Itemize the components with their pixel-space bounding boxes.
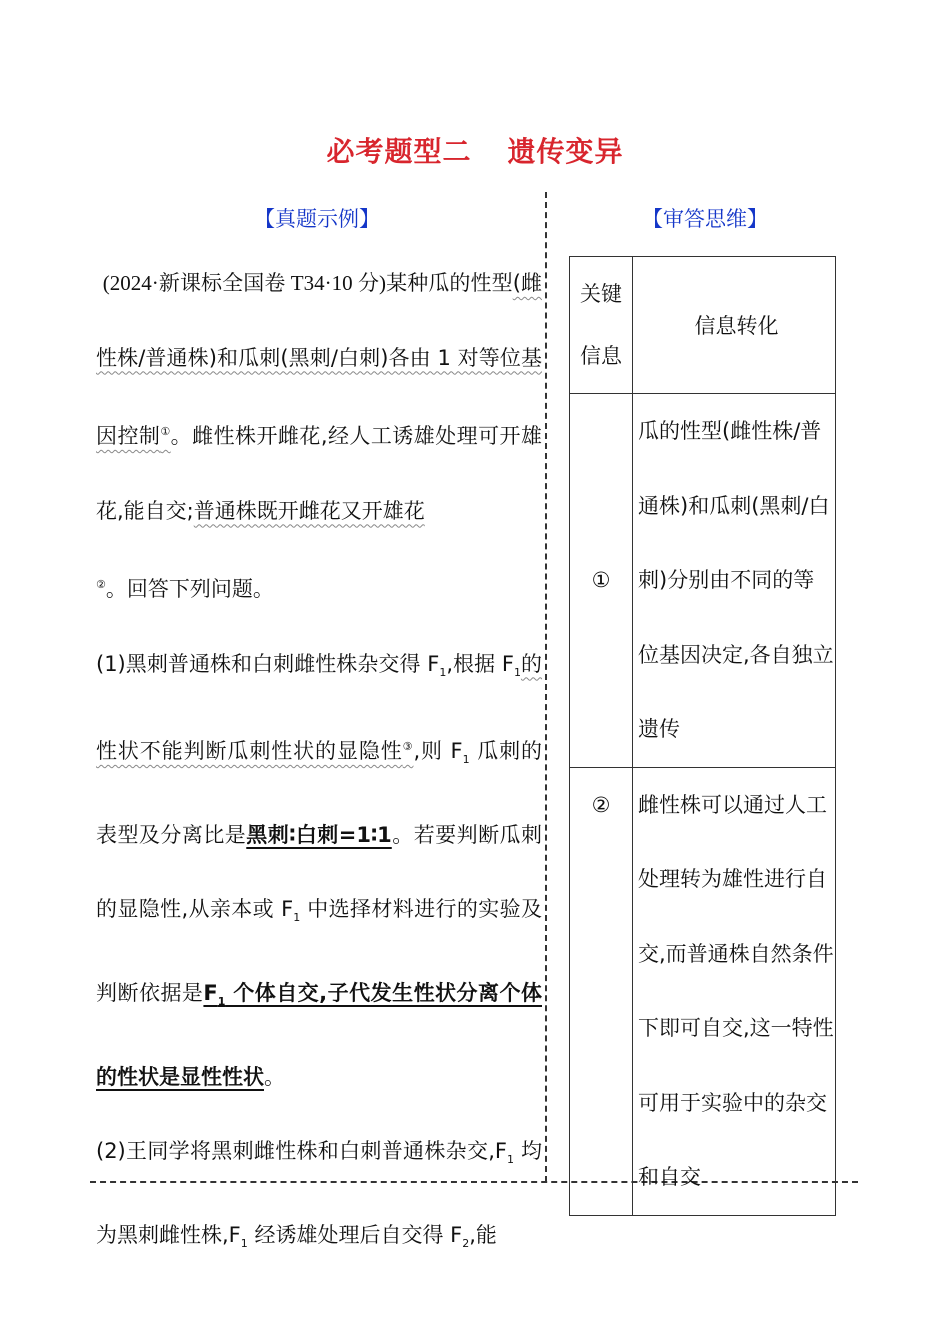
answer-1: 黑刺∶白刺=1∶1: [246, 822, 392, 847]
question-1: [96, 627, 542, 1115]
question-2: [96, 1114, 542, 1281]
intro-e: 。回答下列问题。: [105, 577, 274, 601]
q1-sub1: 1: [439, 665, 447, 679]
row2-key: ②: [570, 767, 633, 1215]
left-section-heading: 【真题示例】: [254, 207, 380, 231]
header-info-cell: 信息转化: [633, 257, 836, 394]
table-row: [570, 767, 836, 1215]
mark-1: ①: [160, 425, 171, 438]
q1-a: (1)黑刺普通株和白刺雌性株杂交得 F: [96, 651, 440, 676]
intro-c: 。雌性株开雌花,经人工诱雄处理可开雄花,能自交;: [96, 424, 542, 523]
q1-c: 的性状不能判断瓜刺性状的显隐性: [96, 651, 543, 764]
header-key-line1: 关键: [580, 282, 622, 306]
q2-a: (2)王同学将黑刺雌性株和白刺普通株杂交,F: [96, 1139, 508, 1164]
q1-d: ,则 F: [413, 739, 463, 764]
q1-b: ,根据 F: [446, 651, 514, 676]
title-part2: 遗传变异: [507, 135, 624, 168]
q2-sub1: 1: [507, 1153, 515, 1167]
q1-g: 中选择材料进行的实验及判断依据是: [96, 897, 542, 1006]
ans2-a: F: [203, 981, 218, 1006]
key-info-2: [194, 499, 425, 523]
title-part1: 必考题型二: [326, 135, 472, 168]
mark-3: ③: [402, 740, 414, 754]
q2-d: ,能: [469, 1222, 497, 1247]
intro-a: 某种瓜的性型: [386, 271, 513, 295]
key-info-1: [96, 271, 542, 448]
q1-sub2: 1: [513, 665, 521, 679]
row2-info: 雌性株可以通过人工处理转为雄性进行自交,而普通株自然条件下即可自交,这一特性可用于实验中的杂交和自交: [633, 767, 836, 1215]
q2-sub2: 1: [240, 1237, 248, 1251]
q1-e: 瓜刺的表型及分离比是: [96, 739, 542, 847]
question-source: (2024·新课标全国卷 T34·10 分): [102, 271, 387, 295]
intro-d: 普通株既开雌花又开雄花: [193, 498, 425, 523]
header-key-cell: [570, 257, 633, 394]
intro-b: (雌性株/普通株)和瓜刺(黑刺/白刺)各由 1 对等位基因控制: [96, 271, 542, 448]
question-intro: [96, 246, 542, 627]
q1-h: 。: [264, 1064, 285, 1089]
q1-f: 。若要判断瓜刺的显隐性,从亲本或 F: [96, 822, 543, 922]
row1-info: 瓜的性型(雌性株/普通株)和瓜刺(黑刺/白刺)分别由不同的等位基因决定,各自独立遗传: [633, 394, 836, 768]
q2-c: 经诱雄处理后自交得 F: [247, 1222, 463, 1247]
right-section-heading: 【审答思维】: [642, 207, 768, 231]
q2-b: 均为黑刺雌性株,F: [96, 1139, 542, 1247]
question-text: [96, 246, 542, 1282]
mark-2: ②: [96, 578, 106, 591]
vertical-divider: [545, 192, 547, 1182]
table-header-row: [570, 257, 836, 394]
q1-sub3: 1: [462, 753, 470, 767]
row1-key: ①: [570, 394, 633, 768]
q2-sub3: 2: [462, 1237, 470, 1251]
page-title: [0, 130, 950, 170]
ans2-b: 个体自交,子代发生性状分离个体的性状是显性性状: [96, 981, 542, 1089]
q1-sub4: 1: [293, 911, 301, 925]
table-row: [570, 394, 836, 768]
header-key-line2: 信息: [580, 344, 622, 368]
analysis-table: [569, 256, 836, 1216]
ans2-sub: 1: [217, 995, 226, 1009]
